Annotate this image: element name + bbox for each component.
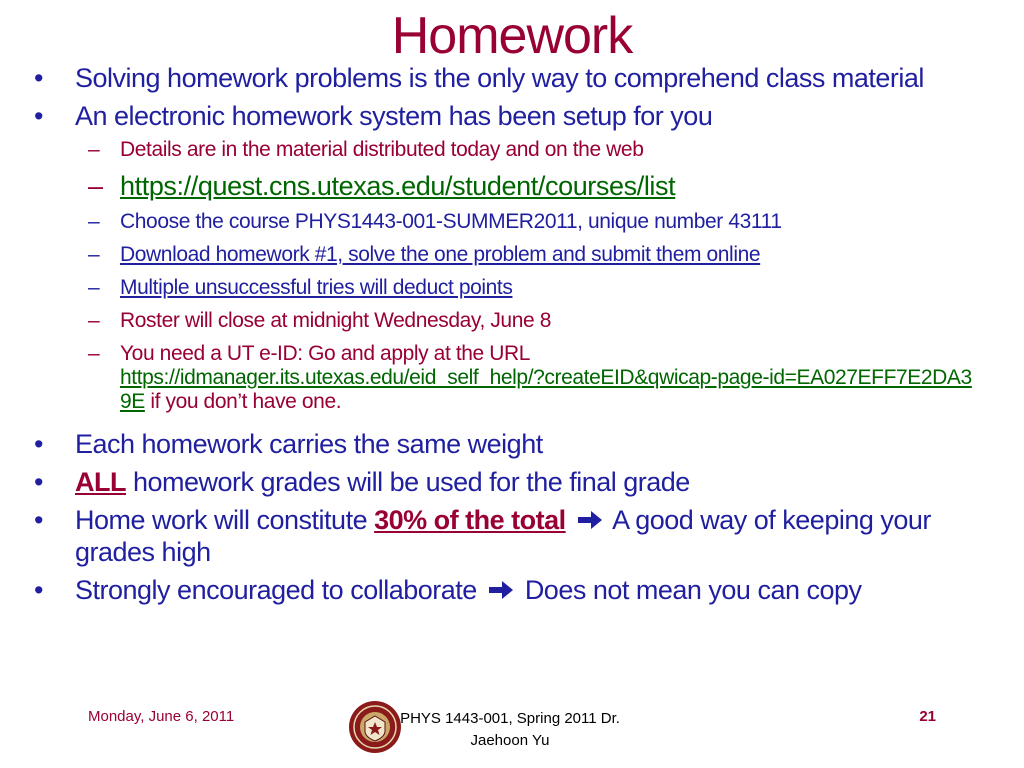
slide-title: Homework <box>391 7 633 65</box>
download-homework-link[interactable]: Download homework #1, solve the one problem and submit them online <box>120 243 761 266</box>
sub-bullet-text: You need a UT e-ID: Go and apply at the URL <box>120 342 531 365</box>
right-arrow-icon <box>488 579 514 601</box>
bullet-text-continued: A good way of keeping your grades high <box>75 505 931 567</box>
all-emphasis: ALL <box>75 467 126 497</box>
sub-bullet-tries <box>30 276 980 300</box>
unsuccessful-tries-link[interactable]: Multiple unsuccessful tries will deduct points <box>120 276 513 299</box>
bullet-dot-icon: • <box>34 429 43 459</box>
bullet-dot-icon: • <box>34 63 43 93</box>
page-number: 21 <box>919 708 936 725</box>
sub-bullet-tail: if you don’t have one. <box>150 390 342 413</box>
bullet-dot-icon: • <box>34 575 43 605</box>
sub-bullet-details <box>30 138 980 162</box>
percentage-emphasis: 30% of the total <box>374 505 566 535</box>
bullet-all-grades <box>30 466 980 498</box>
footer-course-info: PHYS 1443-001, Spring 2011 Dr. Jaehoon Yu <box>400 710 620 749</box>
eid-url-link[interactable]: https://idmanager.its.utexas.edu/eid_self_help/?createEID&qwicap-page-id=EA027EFF7E2DA39E <box>120 366 972 413</box>
sub-bullet-text: Choose the course PHYS1443-001-SUMMER2011, unique number 43111 <box>120 210 782 233</box>
quest-url-link[interactable]: https://quest.cns.utexas.edu/student/courses/list <box>120 171 676 201</box>
footer-date: Monday, June 6, 2011 <box>88 708 235 725</box>
sub-bullet-text: Roster will close at midnight Wednesday, June 8 <box>120 309 551 332</box>
sub-bullet-choose-course <box>30 210 980 234</box>
sub-bullet-download <box>30 243 980 267</box>
dash-icon: – <box>88 138 100 161</box>
dash-icon: – <box>88 309 100 332</box>
dash-icon: – <box>88 276 100 299</box>
dash-icon: – <box>88 171 103 201</box>
bullet-percentage <box>30 504 980 568</box>
bullet-dot-icon: • <box>34 467 43 497</box>
bullet-text: Home work will constitute <box>75 505 368 535</box>
dash-icon: – <box>88 243 100 266</box>
dash-icon: – <box>88 210 100 233</box>
bullet-text: Each homework carries the same weight <box>75 429 543 459</box>
bullet-electronic-system <box>30 100 980 132</box>
bullet-text: An electronic homework system has been setup for you <box>75 101 713 131</box>
bullet-dot-icon: • <box>34 101 43 131</box>
bullet-practice <box>30 62 980 94</box>
bullet-dot-icon: • <box>34 505 43 535</box>
bullet-text: Strongly encouraged to collaborate <box>75 575 477 605</box>
bullet-text-continued: Does not mean you can copy <box>524 575 862 605</box>
sub-bullet-quest-link <box>30 171 980 201</box>
bullet-same-weight <box>30 428 980 460</box>
bullet-collaborate <box>30 574 980 606</box>
sub-bullet-roster <box>30 309 980 333</box>
sub-bullet-eid <box>30 342 980 414</box>
dash-icon: – <box>88 342 100 365</box>
bullet-text: Solving homework problems is the only way to comprehend class material <box>75 63 924 93</box>
slide-content <box>30 62 980 612</box>
right-arrow-icon <box>577 509 603 531</box>
sub-bullet-text: Details are in the material distributed today and on the web <box>120 138 644 161</box>
bullet-text: homework grades will be used for the final grade <box>133 467 690 497</box>
